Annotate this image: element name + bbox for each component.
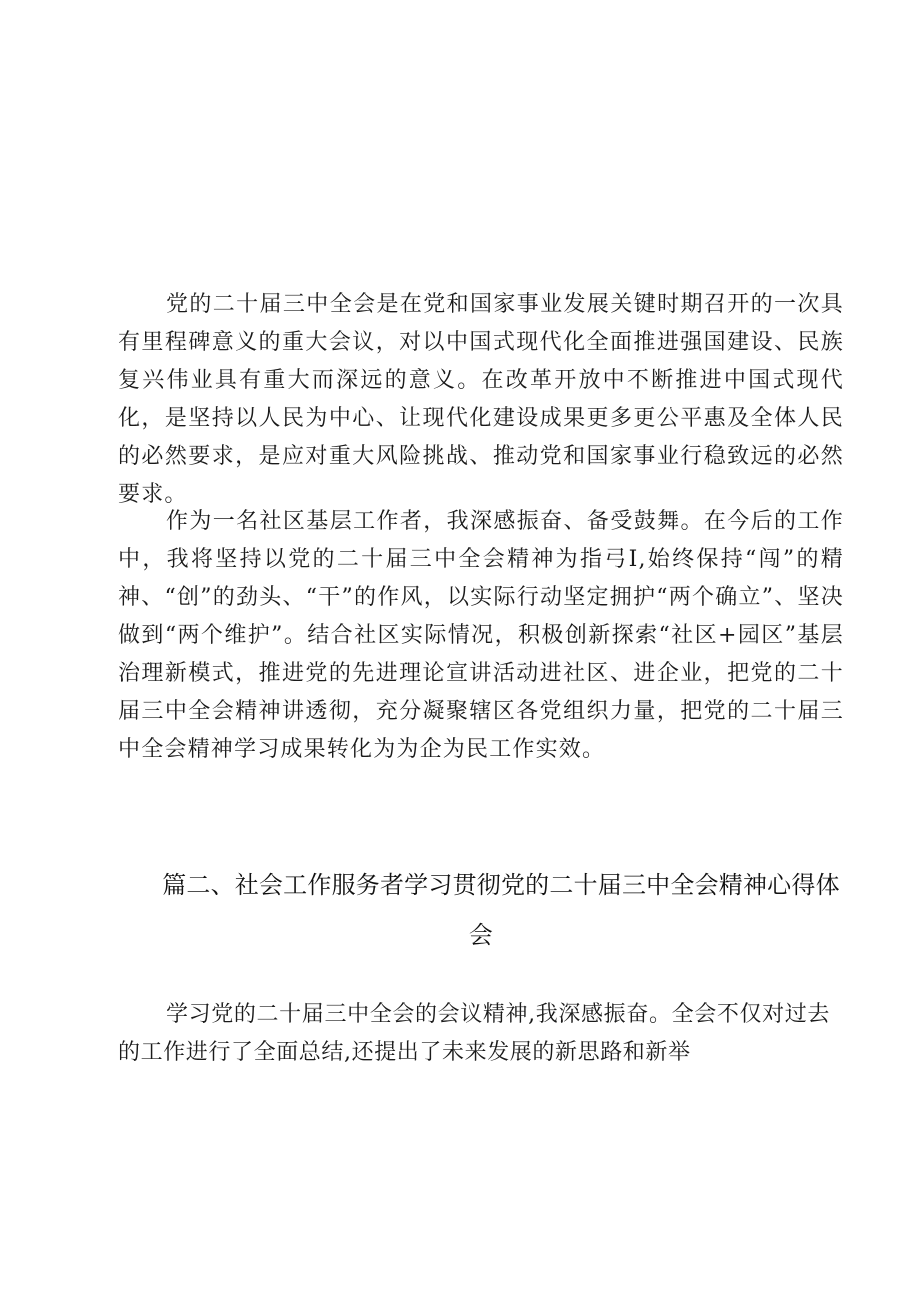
section-heading-text: 篇二、社会工作服务者学习贯彻党的二十届三中全会精神心得体会 bbox=[162, 871, 840, 949]
body-paragraph-2: 作为一名社区基层工作者，我深感振奋、备受鼓舞。在今后的工作中，我将坚持以党的二十届三中全会精神为指弓I,始终保持“闯”的精神、“创”的劲头、“干”的作风，以实际行动坚定拥护“两个确立”、坚决做到“两个维护”。结合社区实际情况，积极创新探索“社区+园区”基层治理新模式，推进党的先进理论宣讲活动进社区、进企业，把党的二十届三中全会精神讲透彻，充分凝聚辖区各党组织力量，把党的二十届三中全会精神学习成果转化为为企为民工作实效。 bbox=[118, 509, 844, 762]
body-paragraph-1: 党的二十届三中全会是在党和国家事业发展关键时期召开的一次具有里程碑意义的重大会议，对以中国式现代化全面推进强国建设、民族复兴伟业具有重大而深远的意义。在改革开放中不断推进中国式现代化，是坚持以人民为中心、让现代化建设成果更多更公平惠及全体人民的必然要求，是应对重大风险挑战、推动党和国家事业行稳致远的必然要求。 bbox=[118, 292, 844, 507]
body-paragraph-3: 学习党的二十届三中全会的会议精神,我深感振奋。全会不仅对过去的工作进行了全面总结,还提出了未来发展的新思路和新举 bbox=[118, 1002, 830, 1065]
section-heading bbox=[118, 860, 844, 960]
